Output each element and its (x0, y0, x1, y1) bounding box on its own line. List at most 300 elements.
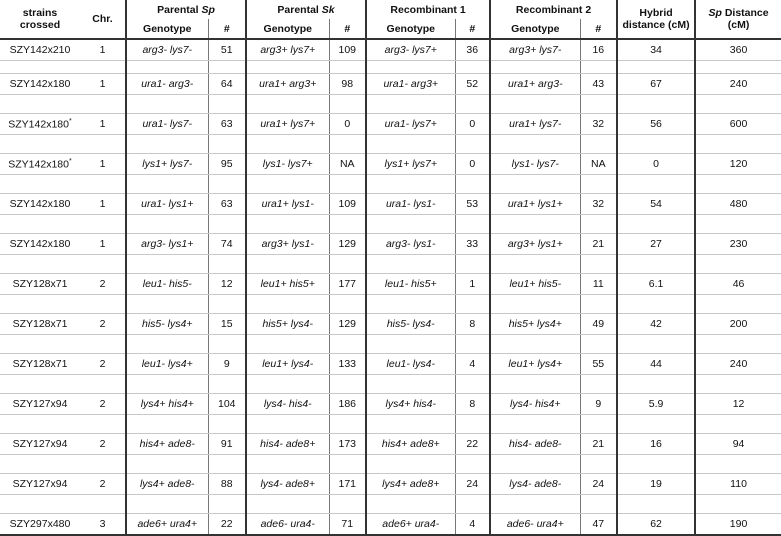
cell-chr: 1 (80, 74, 126, 95)
spacer-cell (126, 175, 208, 194)
cell-r2-g: his5+ lys4+ (490, 314, 580, 335)
header-strains (0, 0, 80, 39)
cell-sk-g: leu1+ lys4- (246, 354, 329, 375)
cell-spd: 12 (695, 394, 781, 415)
spacer-cell (329, 61, 366, 74)
cell-r2-n: 32 (580, 114, 617, 135)
cell-sk-n: 186 (329, 394, 366, 415)
cell-sp-n: 91 (208, 434, 246, 455)
spacer-cell (695, 375, 781, 394)
cell-hybrid: 67 (617, 74, 695, 95)
cell-strain (0, 474, 80, 495)
spacer-cell (126, 375, 208, 394)
cell-sk-g: ade6- ura4- (246, 514, 329, 536)
strain-name: SZY142x180 (9, 78, 71, 90)
spacer-cell (617, 215, 695, 234)
spacer-cell (208, 455, 246, 474)
spacer-cell (126, 295, 208, 314)
cell-sp-n: 63 (208, 194, 246, 215)
cell-chr: 1 (80, 114, 126, 135)
cell-r1-n: 1 (455, 274, 490, 295)
cell-r2-n: 9 (580, 394, 617, 415)
header-parental-sp (126, 0, 246, 19)
cell-sk-g: his5+ lys4- (246, 314, 329, 335)
spacer-cell (0, 215, 80, 234)
table-row (0, 314, 781, 335)
spacer-row (0, 415, 781, 434)
spacer-cell (208, 495, 246, 514)
cell-r2-n: 16 (580, 39, 617, 61)
cell-sk-n: 71 (329, 514, 366, 536)
spacer-cell (329, 175, 366, 194)
cell-strain (0, 74, 80, 95)
cell-r1-n: 22 (455, 434, 490, 455)
strain-footnote-mark: * (68, 117, 72, 125)
cell-spd: 120 (695, 154, 781, 175)
cell-strain (0, 114, 80, 135)
spacer-row (0, 335, 781, 354)
cell-chr: 1 (80, 154, 126, 175)
strain-name: SZY127x94 (12, 398, 68, 410)
cell-r2-n: NA (580, 154, 617, 175)
header-parental-sp-prefix: Parental (157, 3, 202, 16)
spacer-cell (208, 255, 246, 274)
spacer-cell (617, 415, 695, 434)
cell-r2-g: lys4- ade8- (490, 474, 580, 495)
table-row (0, 114, 781, 135)
spacer-cell (246, 255, 329, 274)
cell-sp-g: lys4+ ade8- (126, 474, 208, 495)
spacer-cell (246, 95, 329, 114)
spacer-cell (366, 335, 455, 354)
header-r2-genotype: Genotype (490, 19, 580, 39)
cell-r2-g: leu1+ lys4+ (490, 354, 580, 375)
spacer-cell (246, 335, 329, 354)
spacer-cell (329, 455, 366, 474)
spacer-cell (580, 415, 617, 434)
cell-sk-n: 171 (329, 474, 366, 495)
spacer-cell (329, 375, 366, 394)
cell-sk-n: 177 (329, 274, 366, 295)
spacer-cell (617, 61, 695, 74)
spacer-cell (695, 255, 781, 274)
cell-sp-n: 64 (208, 74, 246, 95)
spacer-cell (455, 135, 490, 154)
spacer-cell (246, 215, 329, 234)
cell-r1-n: 53 (455, 194, 490, 215)
spacer-cell (246, 415, 329, 434)
cell-sp-g: ura1- arg3- (126, 74, 208, 95)
table-row (0, 354, 781, 375)
cell-strain (0, 514, 80, 536)
cell-r2-n: 49 (580, 314, 617, 335)
spacer-row (0, 455, 781, 474)
cell-r2-g: leu1+ his5- (490, 274, 580, 295)
spacer-cell (580, 175, 617, 194)
header-recombinant-1 (366, 0, 490, 19)
cell-r1-n: 8 (455, 394, 490, 415)
spacer-cell (246, 61, 329, 74)
cell-chr: 2 (80, 274, 126, 295)
cell-strain (0, 314, 80, 335)
spacer-cell (246, 495, 329, 514)
spacer-cell (455, 175, 490, 194)
spacer-cell (246, 375, 329, 394)
strain-name: SZY127x94 (12, 478, 68, 490)
cell-r2-g: ade6- ura4+ (490, 514, 580, 536)
table-row (0, 39, 781, 61)
spacer-cell (455, 335, 490, 354)
spacer-cell (246, 135, 329, 154)
spacer-cell (490, 175, 580, 194)
header-parental-sp-em: Sp (201, 3, 215, 16)
spacer-cell (455, 61, 490, 74)
cell-chr: 2 (80, 474, 126, 495)
cell-sk-g: ura1+ arg3+ (246, 74, 329, 95)
spacer-cell (126, 95, 208, 114)
cell-r1-n: 4 (455, 354, 490, 375)
cell-sk-n: 129 (329, 314, 366, 335)
cell-spd: 94 (695, 434, 781, 455)
spacer-cell (126, 335, 208, 354)
spacer-cell (80, 175, 126, 194)
spacer-cell (366, 255, 455, 274)
spacer-cell (208, 175, 246, 194)
header-recombinant-2 (490, 0, 617, 19)
cell-sk-g: arg3+ lys1- (246, 234, 329, 255)
table-row (0, 474, 781, 495)
header-sk-genotype: Genotype (246, 19, 329, 39)
spacer-cell (246, 175, 329, 194)
spacer-cell (366, 95, 455, 114)
cell-sk-g: ura1+ lys7+ (246, 114, 329, 135)
cell-sk-n: 129 (329, 234, 366, 255)
cell-chr: 3 (80, 514, 126, 536)
spacer-cell (0, 135, 80, 154)
cell-r1-g: leu1- lys4- (366, 354, 455, 375)
cell-r2-n: 21 (580, 434, 617, 455)
cell-chr: 2 (80, 354, 126, 375)
strain-footnote-mark: * (68, 157, 72, 165)
spacer-cell (329, 255, 366, 274)
cell-r2-g: lys1- lys7- (490, 154, 580, 175)
spacer-cell (617, 175, 695, 194)
table-body (0, 39, 781, 535)
spacer-cell (455, 215, 490, 234)
cell-strain (0, 434, 80, 455)
spacer-cell (580, 455, 617, 474)
cell-chr: 1 (80, 39, 126, 61)
spacer-cell (366, 61, 455, 74)
spacer-cell (126, 455, 208, 474)
spacer-cell (329, 495, 366, 514)
spacer-cell (455, 415, 490, 434)
spacer-cell (208, 295, 246, 314)
spacer-cell (580, 215, 617, 234)
cell-spd: 360 (695, 39, 781, 61)
cell-sk-g: lys1- lys7+ (246, 154, 329, 175)
spacer-cell (80, 495, 126, 514)
cell-sp-n: 63 (208, 114, 246, 135)
spacer-cell (490, 255, 580, 274)
spacer-cell (580, 135, 617, 154)
spacer-cell (695, 295, 781, 314)
spacer-cell (126, 61, 208, 74)
spacer-cell (246, 295, 329, 314)
cell-spd: 480 (695, 194, 781, 215)
spacer-cell (80, 61, 126, 74)
cell-sp-g: lys1+ lys7- (126, 154, 208, 175)
spacer-cell (580, 295, 617, 314)
cell-r1-n: 52 (455, 74, 490, 95)
cell-sk-n: 133 (329, 354, 366, 375)
spacer-cell (366, 135, 455, 154)
spacer-cell (695, 215, 781, 234)
spacer-cell (126, 495, 208, 514)
spacer-cell (455, 455, 490, 474)
cell-r2-g: lys4- his4+ (490, 394, 580, 415)
header-hybrid-distance-label: Hybrid distance (cM) (622, 7, 690, 31)
header-sp-count: # (208, 19, 246, 39)
spacer-cell (617, 335, 695, 354)
strain-name: SZY297x480 (9, 518, 71, 530)
spacer-cell (80, 95, 126, 114)
cell-strain (0, 274, 80, 295)
cell-spd: 240 (695, 354, 781, 375)
header-parental-sk-em: Sk (321, 3, 335, 16)
spacer-cell (366, 495, 455, 514)
cell-sp-g: his5- lys4+ (126, 314, 208, 335)
cell-sk-n: 98 (329, 74, 366, 95)
strain-name: SZY142x180 (8, 158, 69, 171)
header-r1-genotype: Genotype (366, 19, 455, 39)
spacer-cell (490, 215, 580, 234)
header-strains-label: strains crossed (19, 7, 61, 31)
cell-sk-n: 109 (329, 194, 366, 215)
header-r2-count: # (580, 19, 617, 39)
cell-chr: 2 (80, 434, 126, 455)
header-recombinant-1-label: Recombinant 1 (390, 3, 466, 16)
spacer-cell (695, 495, 781, 514)
cell-sk-n: 0 (329, 114, 366, 135)
cell-sk-n: NA (329, 154, 366, 175)
cell-sp-n: 12 (208, 274, 246, 295)
spacer-cell (208, 135, 246, 154)
spacer-cell (329, 135, 366, 154)
cell-r1-g: ura1- arg3+ (366, 74, 455, 95)
spacer-cell (490, 61, 580, 74)
cell-r1-g: ura1- lys7+ (366, 114, 455, 135)
table-row (0, 394, 781, 415)
spacer-cell (695, 455, 781, 474)
cell-sp-g: leu1- his5- (126, 274, 208, 295)
spacer-cell (490, 415, 580, 434)
cell-r2-n: 43 (580, 74, 617, 95)
strain-name: SZY128x71 (12, 358, 68, 370)
cell-hybrid: 16 (617, 434, 695, 455)
cell-r2-g: arg3+ lys1+ (490, 234, 580, 255)
cell-r2-n: 21 (580, 234, 617, 255)
spacer-cell (80, 455, 126, 474)
spacer-cell (695, 95, 781, 114)
spacer-row (0, 135, 781, 154)
cell-r2-g: ura1+ lys1+ (490, 194, 580, 215)
cell-sp-n: 104 (208, 394, 246, 415)
spacer-row (0, 95, 781, 114)
strain-name: SZY128x71 (12, 278, 68, 290)
spacer-row (0, 375, 781, 394)
cell-r2-g: ura1+ lys7- (490, 114, 580, 135)
cell-hybrid: 54 (617, 194, 695, 215)
spacer-cell (0, 295, 80, 314)
cell-spd: 200 (695, 314, 781, 335)
cell-r2-g: ura1+ arg3- (490, 74, 580, 95)
spacer-cell (490, 95, 580, 114)
table-row (0, 234, 781, 255)
table-row (0, 434, 781, 455)
cell-sp-g: ade6+ ura4+ (126, 514, 208, 536)
spacer-cell (455, 375, 490, 394)
spacer-cell (208, 375, 246, 394)
strain-name: SZY142x180 (9, 238, 71, 250)
header-recombinant-2-label: Recombinant 2 (515, 3, 592, 16)
cell-sp-n: 74 (208, 234, 246, 255)
table-header (0, 0, 781, 39)
cell-hybrid: 6.1 (617, 274, 695, 295)
spacer-cell (695, 415, 781, 434)
spacer-cell (366, 375, 455, 394)
table-row (0, 274, 781, 295)
header-hybrid-distance (617, 0, 695, 39)
cell-sp-g: lys4+ his4+ (126, 394, 208, 415)
spacer-cell (80, 215, 126, 234)
spacer-cell (208, 61, 246, 74)
table-row (0, 74, 781, 95)
spacer-cell (329, 335, 366, 354)
cell-strain (0, 154, 80, 175)
cell-sp-g: arg3- lys1+ (126, 234, 208, 255)
spacer-cell (366, 175, 455, 194)
spacer-cell (490, 495, 580, 514)
spacer-cell (695, 61, 781, 74)
cell-hybrid: 56 (617, 114, 695, 135)
spacer-cell (455, 255, 490, 274)
cell-r2-g: arg3+ lys7- (490, 39, 580, 61)
cell-r1-n: 4 (455, 514, 490, 536)
spacer-cell (0, 335, 80, 354)
spacer-cell (0, 495, 80, 514)
header-sp-genotype: Genotype (126, 19, 208, 39)
cell-r1-n: 8 (455, 314, 490, 335)
strain-name: SZY142x210 (9, 44, 71, 56)
cell-strain (0, 354, 80, 375)
spacer-cell (695, 135, 781, 154)
cell-strain (0, 39, 80, 61)
cell-r1-n: 24 (455, 474, 490, 495)
spacer-cell (0, 95, 80, 114)
cell-hybrid: 19 (617, 474, 695, 495)
spacer-cell (580, 495, 617, 514)
spacer-cell (366, 455, 455, 474)
spacer-cell (580, 61, 617, 74)
cell-sk-n: 173 (329, 434, 366, 455)
spacer-row (0, 495, 781, 514)
cell-sp-n: 9 (208, 354, 246, 375)
spacer-cell (80, 375, 126, 394)
cell-r1-g: arg3- lys7+ (366, 39, 455, 61)
cell-r1-n: 0 (455, 114, 490, 135)
spacer-row (0, 255, 781, 274)
cell-hybrid: 34 (617, 39, 695, 61)
spacer-cell (0, 61, 80, 74)
cell-hybrid: 5.9 (617, 394, 695, 415)
spacer-cell (490, 455, 580, 474)
cell-hybrid: 44 (617, 354, 695, 375)
spacer-cell (617, 455, 695, 474)
spacer-cell (208, 215, 246, 234)
header-sp-distance-em: Sp (708, 7, 722, 19)
spacer-cell (80, 255, 126, 274)
strain-name: SZY142x180 (8, 118, 69, 131)
cell-sk-n: 109 (329, 39, 366, 61)
cell-strain (0, 394, 80, 415)
spacer-cell (490, 375, 580, 394)
spacer-cell (126, 415, 208, 434)
cell-hybrid: 62 (617, 514, 695, 536)
strain-name: SZY142x180 (9, 198, 71, 210)
cell-spd: 240 (695, 74, 781, 95)
header-sp-distance-suffix: Distance (cM) (721, 7, 769, 31)
cell-sk-g: his4- ade8+ (246, 434, 329, 455)
cell-sp-n: 15 (208, 314, 246, 335)
cell-spd: 230 (695, 234, 781, 255)
header-chr-label: Chr. (92, 13, 113, 25)
cell-r1-g: lys1+ lys7+ (366, 154, 455, 175)
header-sp-distance (695, 0, 781, 39)
spacer-cell (0, 255, 80, 274)
spacer-cell (80, 295, 126, 314)
spacer-cell (617, 375, 695, 394)
cell-r1-g: his4+ ade8+ (366, 434, 455, 455)
spacer-row (0, 295, 781, 314)
cell-sk-g: lys4- ade8+ (246, 474, 329, 495)
cell-sp-n: 22 (208, 514, 246, 536)
spacer-cell (329, 215, 366, 234)
cell-sp-g: ura1- lys7- (126, 114, 208, 135)
cell-r1-n: 36 (455, 39, 490, 61)
spacer-cell (455, 495, 490, 514)
cell-sp-g: leu1- lys4+ (126, 354, 208, 375)
spacer-cell (329, 295, 366, 314)
cell-r1-g: lys4+ his4- (366, 394, 455, 415)
cell-spd: 110 (695, 474, 781, 495)
spacer-cell (617, 295, 695, 314)
cell-chr: 1 (80, 234, 126, 255)
spacer-cell (0, 455, 80, 474)
cell-sk-g: leu1+ his5+ (246, 274, 329, 295)
header-sk-count: # (329, 19, 366, 39)
cell-r1-g: lys4+ ade8+ (366, 474, 455, 495)
cell-sk-g: ura1+ lys1- (246, 194, 329, 215)
cell-sp-n: 88 (208, 474, 246, 495)
cell-r1-g: leu1- his5+ (366, 274, 455, 295)
spacer-cell (617, 255, 695, 274)
spacer-cell (455, 95, 490, 114)
cell-strain (0, 234, 80, 255)
cell-sp-n: 95 (208, 154, 246, 175)
cell-sp-g: arg3- lys7- (126, 39, 208, 61)
header-r1-count: # (455, 19, 490, 39)
